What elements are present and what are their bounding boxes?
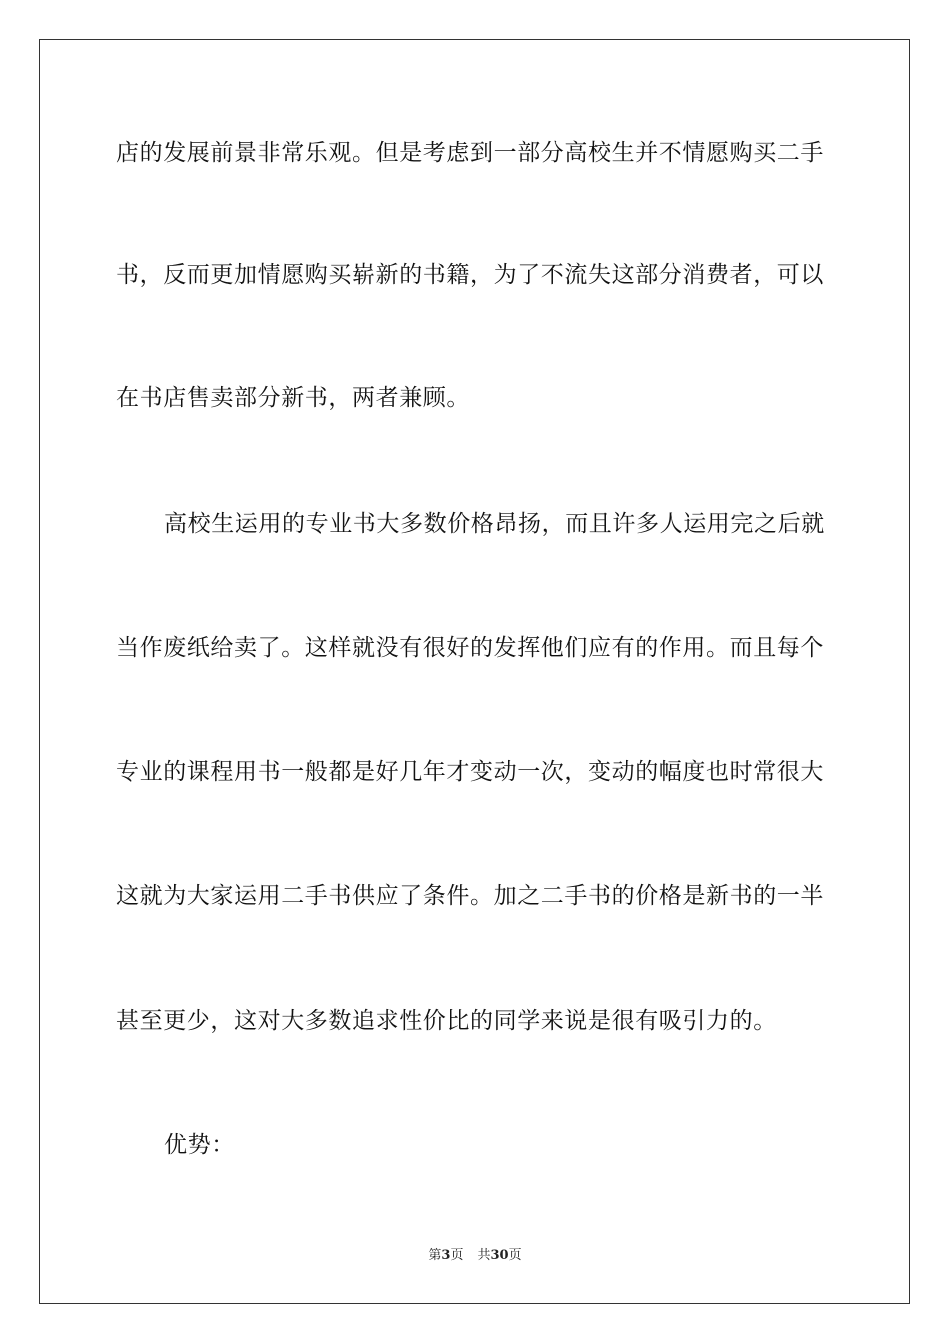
- total-label-suffix: 页: [508, 1248, 522, 1263]
- text-line: 当作废纸给卖了。这样就没有很好的发挥他们应有的作用。而且每个: [116, 635, 824, 661]
- text-line: 专业的课程用书一般都是好几年才变动一次，变动的幅度也时常很大: [116, 759, 824, 785]
- page-border: [39, 39, 910, 1304]
- page-label-suffix: 页: [450, 1248, 464, 1263]
- page-footer: [0, 1247, 950, 1265]
- total-page-count: 30: [490, 1248, 509, 1263]
- text-line: 甚至更少，这对大多数追求性价比的同学来说是很有吸引力的。: [116, 1008, 777, 1034]
- current-page-number: 3: [441, 1248, 451, 1263]
- paragraph-first-line: 高校生运用的专业书大多数价格昂扬，而且许多人运用完之后就: [164, 511, 825, 537]
- text-line: 这就为大家运用二手书供应了条件。加之二手书的价格是新书的一半: [116, 883, 824, 909]
- text-line: 店的发展前景非常乐观。但是考虑到一部分高校生并不情愿购买二手: [116, 140, 824, 166]
- text-line: 书，反而更加情愿购买崭新的书籍，为了不流失这部分消费者，可以: [116, 262, 824, 288]
- text-line: 在书店售卖部分新书，两者兼顾。: [116, 385, 470, 411]
- total-label-prefix: 共: [477, 1248, 491, 1263]
- page-label-prefix: 第: [428, 1248, 442, 1263]
- section-heading: 优势：: [164, 1132, 235, 1158]
